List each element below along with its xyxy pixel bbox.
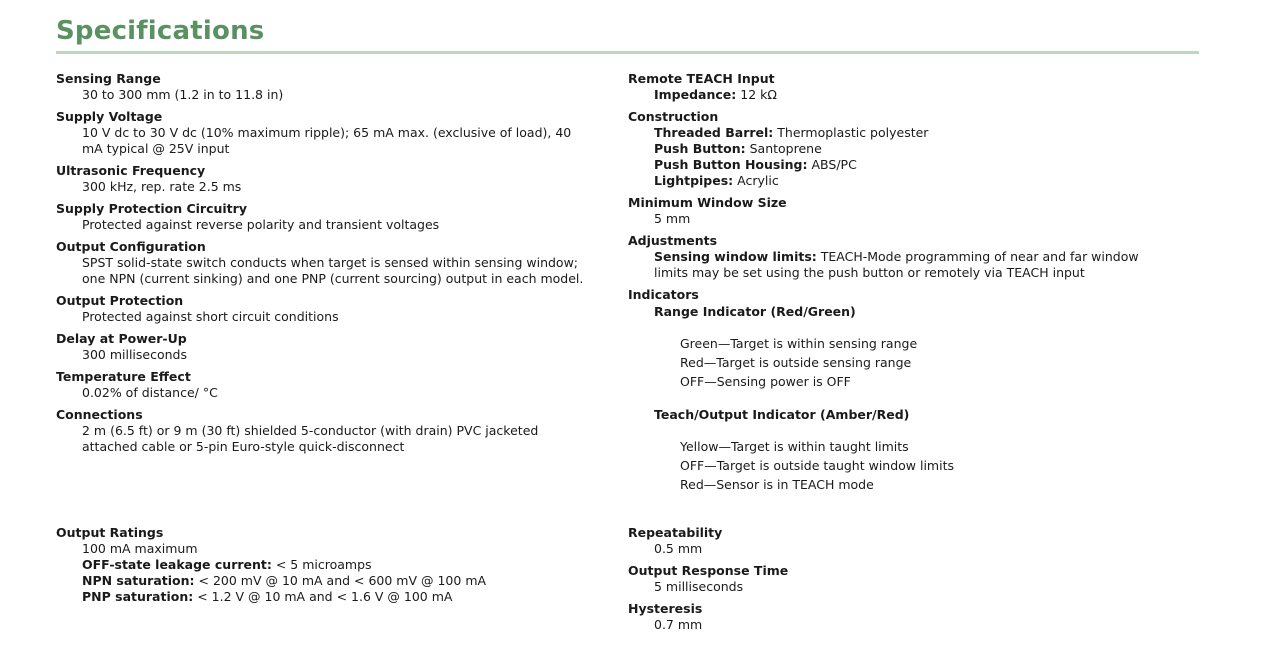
sub-value: 12 kΩ	[736, 87, 777, 102]
spec-sub-item	[628, 141, 1188, 157]
spec-supply-voltage	[56, 109, 616, 157]
spec-label: Sensing Range	[56, 71, 161, 86]
indicator-state: Red—Target is outside sensing range	[680, 355, 912, 370]
spec-label: Connections	[56, 407, 143, 422]
sub-value: TEACH-Mode programming of near and far window	[816, 249, 1139, 264]
right-bottom-specs	[628, 525, 1188, 639]
indicator-state: Green—Target is within sensing range	[680, 336, 918, 351]
spec-construction	[628, 109, 1188, 189]
spec-adjustments	[628, 233, 1188, 281]
spec-minimum-window	[628, 195, 1188, 227]
spec-value: 10 V dc to 30 V dc (10% maximum ripple); 65 mA max. (exclusive of load), 40	[82, 125, 572, 140]
spec-sub-item	[628, 125, 1188, 141]
sub-value: Acrylic	[733, 173, 779, 188]
spec-value: 2 m (6.5 ft) or 9 m (30 ft) shielded 5-conductor (with drain) PVC jacketed	[82, 423, 539, 438]
spec-indicators	[628, 287, 1188, 494]
sub-label: OFF-state leakage current:	[82, 557, 272, 572]
range-indicator-heading: Range Indicator (Red/Green)	[654, 304, 856, 319]
spec-sub-item	[56, 557, 616, 573]
spec-output-configuration	[56, 239, 616, 287]
spec-value: attached cable or 5-pin Euro-style quick-disconnect	[82, 439, 405, 454]
spec-value: mA typical @ 25V input	[82, 141, 230, 156]
sub-label: Sensing window limits:	[654, 249, 817, 264]
indicator-state: OFF—Target is outside taught window limits	[680, 458, 954, 473]
left-spec-column	[56, 71, 616, 461]
spec-delay-power-up	[56, 331, 616, 363]
spec-sensing-range	[56, 71, 616, 103]
spec-label: Supply Protection Circuitry	[56, 201, 247, 216]
spec-value: 30 to 300 mm (1.2 in to 11.8 in)	[82, 87, 284, 102]
spec-ultrasonic-frequency	[56, 163, 616, 195]
sub-label: Push Button Housing:	[654, 157, 808, 172]
spec-remote-teach	[628, 71, 1188, 103]
spec-value: Protected against reverse polarity and transient voltages	[82, 217, 440, 232]
spec-label: Delay at Power-Up	[56, 331, 187, 346]
spec-label: Output Protection	[56, 293, 184, 308]
spec-value: Protected against short circuit conditions	[82, 309, 339, 324]
indicator-state: Red—Sensor is in TEACH mode	[680, 477, 874, 492]
spec-label: Indicators	[628, 287, 699, 302]
sub-value: < 5 microamps	[271, 557, 372, 572]
sub-label: Lightpipes:	[654, 173, 734, 188]
spec-output-ratings	[56, 525, 616, 605]
spec-hysteresis	[628, 601, 1188, 633]
spec-sub-item	[56, 589, 616, 605]
spec-value: 300 milliseconds	[82, 347, 187, 362]
sub-label: PNP saturation:	[82, 589, 194, 604]
spec-value: 5 mm	[654, 211, 691, 226]
spec-repeatability	[628, 525, 1188, 557]
indicator-state: OFF—Sensing power is OFF	[680, 374, 851, 389]
sub-value: < 200 mV @ 10 mA and < 600 mV @ 100 mA	[194, 573, 487, 588]
title-divider	[56, 51, 1199, 54]
spec-output-response-time	[628, 563, 1188, 595]
indicator-state: Yellow—Target is within taught limits	[680, 439, 909, 454]
spec-label: Hysteresis	[628, 601, 703, 616]
spec-value: 300 kHz, rep. rate 2.5 ms	[82, 179, 242, 194]
spec-value: one NPN (current sinking) and one PNP (current sourcing) output in each model.	[82, 271, 584, 286]
spec-value: 0.7 mm	[654, 617, 703, 632]
sub-value: ABS/PC	[807, 157, 857, 172]
spec-label: Supply Voltage	[56, 109, 163, 124]
spec-value: 5 milliseconds	[654, 579, 744, 594]
sub-label: NPN saturation:	[82, 573, 195, 588]
spec-label: Ultrasonic Frequency	[56, 163, 206, 178]
spec-sub-item	[628, 249, 1188, 265]
spec-supply-protection	[56, 201, 616, 233]
spec-sub-item: limits may be set using the push button or remotely via TEACH input	[654, 265, 1085, 280]
sub-value: Thermoplastic polyester	[773, 125, 929, 140]
spec-label: Output Configuration	[56, 239, 206, 254]
sub-label: Threaded Barrel:	[654, 125, 774, 140]
sub-label: Impedance:	[654, 87, 737, 102]
spec-label: Adjustments	[628, 233, 718, 248]
spec-sub-item	[628, 157, 1188, 173]
spec-sub-item	[56, 573, 616, 589]
teach-indicator-heading: Teach/Output Indicator (Amber/Red)	[654, 407, 910, 422]
spec-value: 0.5 mm	[654, 541, 703, 556]
spec-label: Repeatability	[628, 525, 723, 540]
spec-value: 0.02% of distance/ °C	[82, 385, 218, 400]
spec-value: 100 mA maximum	[82, 541, 198, 556]
sub-value: Santoprene	[745, 141, 822, 156]
right-spec-column	[628, 71, 1188, 500]
spec-label: Temperature Effect	[56, 369, 191, 384]
spec-connections	[56, 407, 616, 455]
spec-temperature-effect	[56, 369, 616, 401]
page-title: Specifications	[56, 16, 265, 46]
sub-label: Push Button:	[654, 141, 746, 156]
spec-label: Minimum Window Size	[628, 195, 787, 210]
spec-value: SPST solid-state switch conducts when target is sensed within sensing window;	[82, 255, 579, 270]
spec-label: Output Ratings	[56, 525, 164, 540]
spec-label: Output Response Time	[628, 563, 789, 578]
spec-label: Remote TEACH Input	[628, 71, 775, 86]
sub-value: < 1.2 V @ 10 mA and < 1.6 V @ 100 mA	[193, 589, 453, 604]
spec-sub-item	[628, 87, 1188, 103]
spec-label: Construction	[628, 109, 719, 124]
spec-sub-item	[628, 173, 1188, 189]
spec-output-protection	[56, 293, 616, 325]
